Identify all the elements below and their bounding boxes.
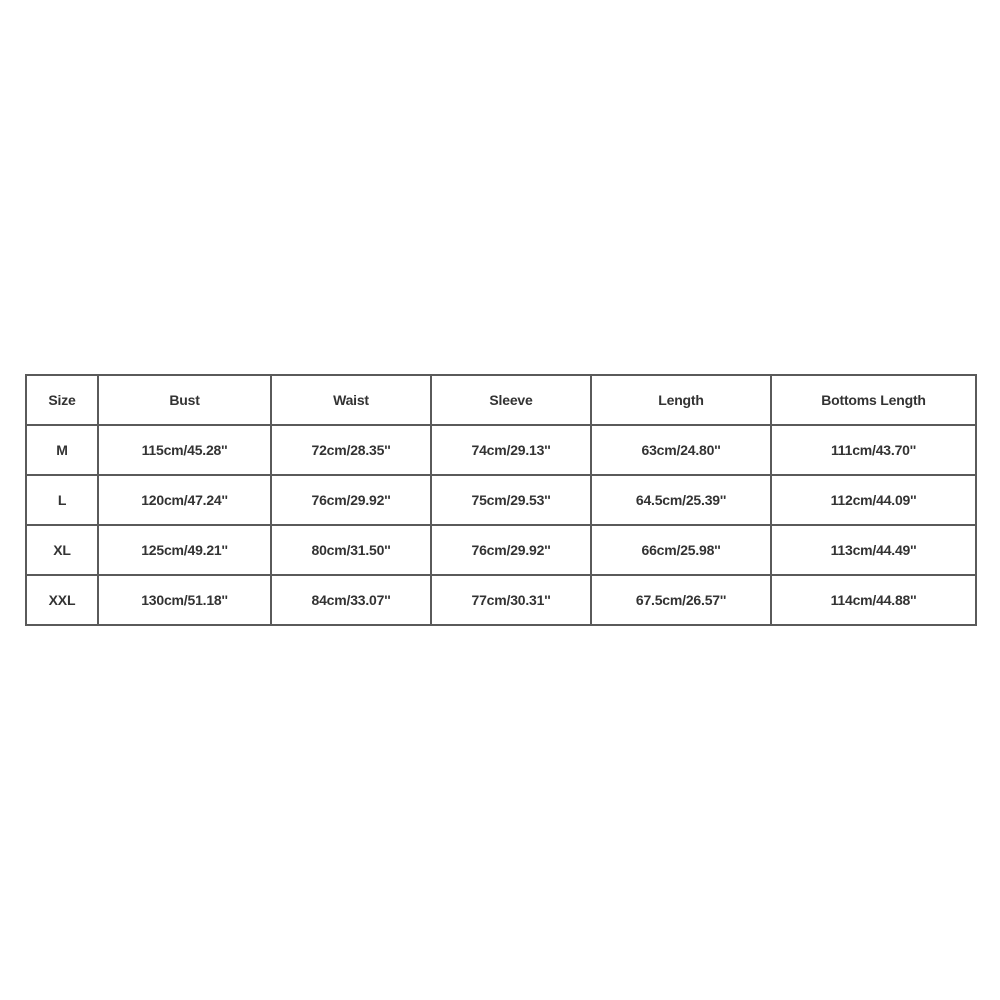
header-length: Length (591, 375, 771, 425)
cell-bottoms-length: 111cm/43.70'' (771, 425, 976, 475)
cell-length: 64.5cm/25.39'' (591, 475, 771, 525)
header-bust: Bust (98, 375, 271, 425)
table-row (26, 475, 976, 525)
cell-sleeve: 77cm/30.31'' (431, 575, 591, 625)
cell-waist: 80cm/31.50'' (271, 525, 431, 575)
cell-length: 66cm/25.98'' (591, 525, 771, 575)
cell-waist: 72cm/28.35'' (271, 425, 431, 475)
cell-bust: 115cm/45.28'' (98, 425, 271, 475)
cell-bottoms-length: 114cm/44.88'' (771, 575, 976, 625)
size-chart (25, 374, 975, 626)
cell-bottoms-length: 112cm/44.09'' (771, 475, 976, 525)
cell-sleeve: 74cm/29.13'' (431, 425, 591, 475)
table-header-row (26, 375, 976, 425)
cell-length: 63cm/24.80'' (591, 425, 771, 475)
table-row (26, 525, 976, 575)
header-waist: Waist (271, 375, 431, 425)
cell-bottoms-length: 113cm/44.49'' (771, 525, 976, 575)
cell-bust: 125cm/49.21'' (98, 525, 271, 575)
header-sleeve: Sleeve (431, 375, 591, 425)
size-table (25, 374, 977, 626)
cell-bust: 130cm/51.18'' (98, 575, 271, 625)
cell-size: XXL (26, 575, 98, 625)
header-size: Size (26, 375, 98, 425)
cell-waist: 76cm/29.92'' (271, 475, 431, 525)
cell-size: L (26, 475, 98, 525)
table-row (26, 425, 976, 475)
cell-waist: 84cm/33.07'' (271, 575, 431, 625)
cell-bust: 120cm/47.24'' (98, 475, 271, 525)
cell-sleeve: 75cm/29.53'' (431, 475, 591, 525)
cell-length: 67.5cm/26.57'' (591, 575, 771, 625)
cell-sleeve: 76cm/29.92'' (431, 525, 591, 575)
table-row (26, 575, 976, 625)
header-bottoms-length: Bottoms Length (771, 375, 976, 425)
cell-size: XL (26, 525, 98, 575)
cell-size: M (26, 425, 98, 475)
